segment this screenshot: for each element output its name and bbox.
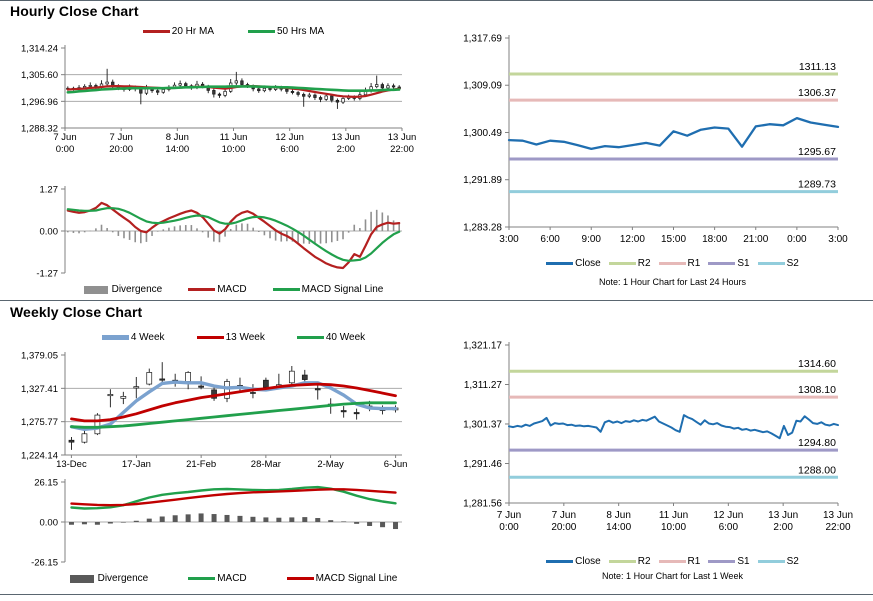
svg-text:13 Jun: 13 Jun [822,510,854,521]
legend-label: 20 Hr MA [171,26,214,37]
legend-label: S1 [737,556,750,567]
svg-text:12 Jun: 12 Jun [713,510,744,521]
legend-label: R2 [637,258,651,269]
svg-text:1,291.46: 1,291.46 [463,459,502,471]
legend-item-r2 [609,258,651,269]
line-swatch-icon [659,262,686,266]
svg-text:12 Jun: 12 Jun [275,132,304,143]
svg-text:6:00: 6:00 [540,234,560,245]
svg-text:1306.37: 1306.37 [798,87,836,100]
line-swatch-icon [758,560,785,564]
svg-text:17-Jan: 17-Jan [121,459,151,470]
svg-text:20:00: 20:00 [551,522,577,533]
svg-text:21-Feb: 21-Feb [186,459,217,470]
svg-text:0.00: 0.00 [39,226,58,238]
svg-text:1,317.69: 1,317.69 [463,33,502,45]
svg-text:22:00: 22:00 [825,522,851,533]
line-swatch-icon [297,336,324,340]
svg-text:1311.13: 1311.13 [798,61,836,74]
svg-text:15:00: 15:00 [660,234,687,245]
svg-text:-1.27: -1.27 [36,268,58,280]
svg-text:11 Jun: 11 Jun [658,510,689,521]
svg-text:1,300.49: 1,300.49 [463,127,502,139]
svg-text:1,296.96: 1,296.96 [21,96,58,108]
bottom-divider [0,594,873,595]
legend-label: Close [575,258,601,269]
legend-label: S1 [737,258,750,269]
hourly-pivot-note: Note: 1 Hour Chart for Last 24 Hours [598,277,747,287]
svg-text:1,291.89: 1,291.89 [463,175,502,187]
svg-text:0:00: 0:00 [787,234,807,245]
legend-item-macd [188,573,246,584]
legend-item-divergence [70,573,149,584]
svg-text:13-Dec: 13-Dec [56,459,87,470]
svg-text:1,275.77: 1,275.77 [21,417,58,429]
svg-text:1,327.41: 1,327.41 [21,383,58,395]
hourly-pivot-chart [430,18,873,254]
legend-label: 13 Week [225,332,265,343]
svg-text:11 Jun: 11 Jun [219,132,248,143]
hourly-macd-legend [65,284,402,295]
svg-text:6-Jun: 6-Jun [383,459,408,470]
legend-item-40-week [297,332,365,343]
svg-text:7 Jun: 7 Jun [551,510,577,521]
legend-item-macd [188,284,246,295]
legend-label: MACD [217,573,247,584]
svg-text:10:00: 10:00 [221,144,246,155]
svg-text:2:00: 2:00 [336,144,356,155]
svg-text:1294.80: 1294.80 [798,437,836,450]
hourly-price-chart [0,36,430,164]
legend-item-s1 [708,258,749,269]
bar-swatch-icon [70,575,94,583]
svg-text:1,305.60: 1,305.60 [21,70,58,82]
line-swatch-icon [102,335,129,340]
svg-text:1,281.56: 1,281.56 [463,498,502,510]
legend-item-divergence [84,284,163,295]
line-swatch-icon [609,262,636,266]
legend-label: R2 [637,556,651,567]
svg-text:1,379.05: 1,379.05 [21,350,58,362]
svg-text:14:00: 14:00 [165,144,190,155]
svg-text:9:00: 9:00 [581,234,601,245]
line-swatch-icon [758,262,785,266]
svg-text:1288.00: 1288.00 [798,464,836,477]
section-divider [0,300,873,301]
weekly-price-legend [65,332,402,343]
svg-text:-26.15: -26.15 [31,557,58,569]
svg-text:1,321.17: 1,321.17 [463,340,502,352]
svg-text:1,288.32: 1,288.32 [21,123,58,135]
svg-text:1.27: 1.27 [39,184,58,196]
legend-label: Divergence [97,573,149,584]
legend-label: Divergence [111,284,163,295]
svg-text:2-May: 2-May [317,459,344,470]
svg-text:0:00: 0:00 [55,144,75,155]
legend-label: R1 [687,556,701,567]
hourly-section-title: Hourly Close Chart [10,3,139,19]
legend-item-4-week [102,332,165,343]
legend-item-close [546,556,601,567]
weekly-macd-legend [65,573,402,584]
svg-text:8 Jun: 8 Jun [165,132,189,143]
legend-item-macd-signal-line [287,573,398,584]
svg-text:13 Jun: 13 Jun [768,510,799,521]
legend-label: MACD Signal Line [301,284,384,295]
line-swatch-icon [273,288,300,292]
weekly-section-title: Weekly Close Chart [10,304,143,320]
svg-text:1289.73: 1289.73 [798,178,836,191]
svg-text:1,283.28: 1,283.28 [463,222,502,234]
svg-text:2:00: 2:00 [773,522,793,533]
weekly-macd-chart [0,474,430,570]
line-swatch-icon [708,262,735,266]
line-swatch-icon [609,560,636,564]
legend-label: MACD [217,284,247,295]
svg-text:6:00: 6:00 [280,144,299,155]
svg-text:1,314.24: 1,314.24 [21,43,58,55]
weekly-price-chart [0,346,430,472]
svg-text:1314.60: 1314.60 [798,358,836,371]
svg-text:7 Jun: 7 Jun [496,510,522,521]
legend-label: 4 Week [130,332,165,343]
svg-text:13 Jun: 13 Jun [387,132,417,143]
svg-text:13 Jun: 13 Jun [331,132,361,143]
weekly-pivot-legend [500,556,845,567]
line-swatch-icon [546,560,573,564]
svg-text:28-Mar: 28-Mar [250,459,281,470]
weekly-pivot-chart [430,336,873,548]
weekly-pivot-note: Note: 1 Hour Chart for Last 1 Week [602,571,743,581]
line-swatch-icon [287,577,314,581]
bar-swatch-icon [84,286,108,294]
svg-text:8 Jun: 8 Jun [606,510,631,521]
svg-text:1295.67: 1295.67 [798,145,836,158]
legend-item-s1 [708,556,749,567]
svg-text:10:00: 10:00 [660,522,687,533]
svg-text:1,301.37: 1,301.37 [463,419,502,431]
svg-text:1308.10: 1308.10 [798,384,836,397]
legend-label: 40 Week [325,332,366,343]
legend-item-macd-signal-line [273,284,384,295]
hourly-macd-chart [0,170,430,282]
legend-label: S2 [786,258,799,269]
legend-item-s2 [758,258,799,269]
svg-text:26.15: 26.15 [34,477,58,489]
svg-text:20:00: 20:00 [109,144,134,155]
legend-label: Close [575,556,601,567]
svg-text:6:00: 6:00 [718,522,739,533]
line-swatch-icon [546,262,573,266]
svg-text:22:00: 22:00 [390,144,414,155]
svg-text:3:00: 3:00 [499,234,519,245]
line-swatch-icon [197,336,224,340]
legend-item-13-week [197,332,265,343]
legend-label: S2 [786,556,799,567]
legend-label: MACD Signal Line [315,573,398,584]
legend-item-close [546,258,601,269]
svg-text:18:00: 18:00 [702,234,728,245]
legend-label: R1 [687,258,701,269]
legend-item-s2 [758,556,799,567]
svg-text:1,224.14: 1,224.14 [21,450,58,462]
legend-label: 50 Hrs MA [277,26,325,37]
svg-text:1,311.27: 1,311.27 [463,379,502,391]
top-divider [0,0,873,1]
line-swatch-icon [659,560,686,564]
legend-item-r2 [609,556,651,567]
line-swatch-icon [248,30,275,34]
svg-text:12:00: 12:00 [619,234,645,245]
line-swatch-icon [188,288,215,292]
line-swatch-icon [188,577,215,581]
legend-item-r1 [659,556,701,567]
svg-text:7 Jun: 7 Jun [53,132,77,143]
svg-text:14:00: 14:00 [606,522,632,533]
legend-item-r1 [659,258,701,269]
svg-text:3:00: 3:00 [828,234,848,245]
line-swatch-icon [143,30,170,34]
svg-text:0:00: 0:00 [499,522,519,533]
svg-text:0.00: 0.00 [39,517,58,529]
hourly-pivot-legend [500,258,845,269]
line-swatch-icon [708,560,735,564]
svg-text:1,309.09: 1,309.09 [463,80,502,92]
svg-text:21:00: 21:00 [743,234,769,245]
svg-text:7 Jun: 7 Jun [109,132,133,143]
